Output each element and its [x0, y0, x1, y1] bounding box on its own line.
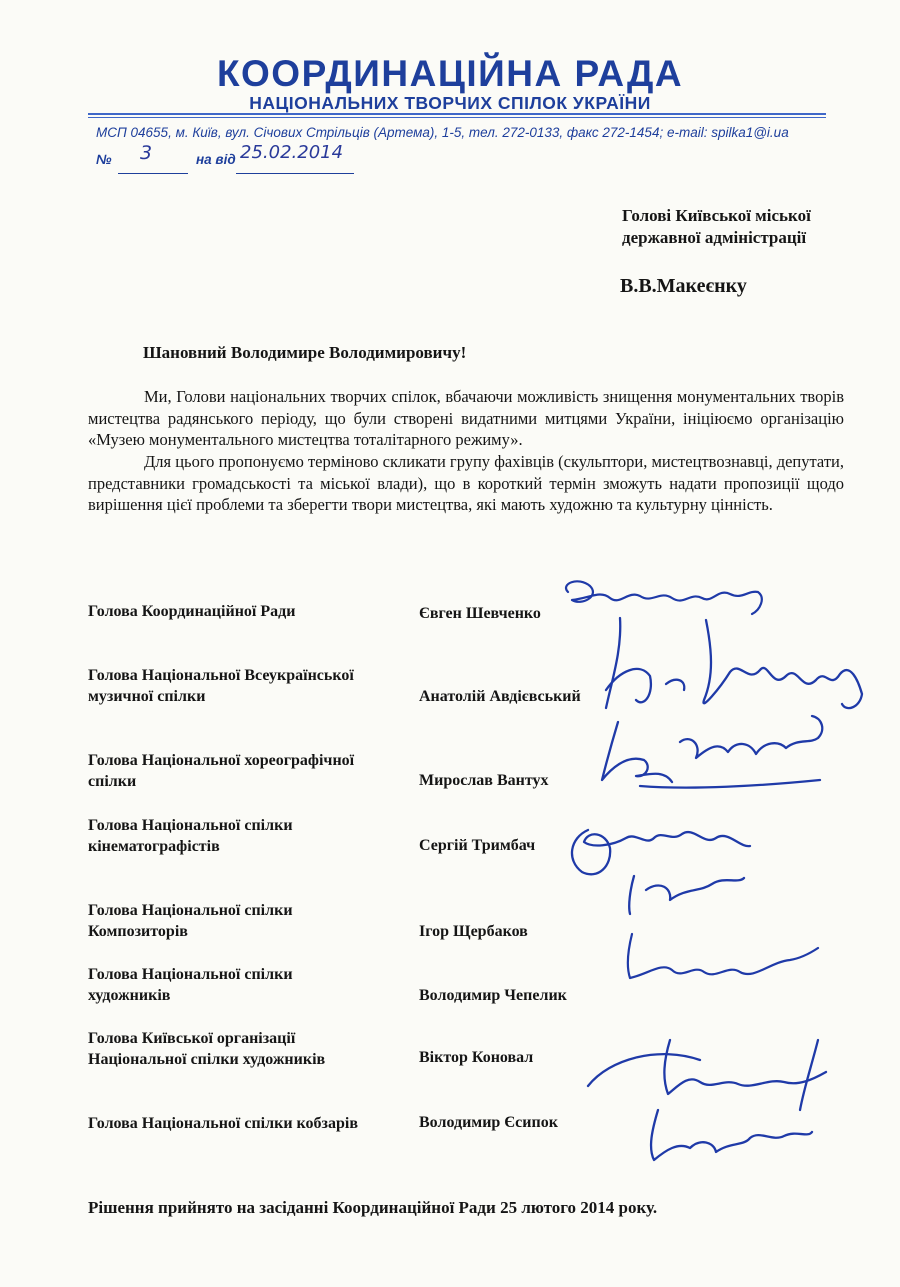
number-blank	[118, 155, 188, 174]
signatory-title-line: спілки	[88, 773, 137, 790]
signatory-name-7: Віктор Коновал	[419, 1049, 534, 1066]
signatory-name-4: Сергій Тримбач	[419, 837, 536, 854]
signatory-title-line: Голова Національної спілки	[88, 902, 293, 919]
signatory-name-1: Євген Шевченко	[419, 605, 541, 622]
recipient-block	[622, 205, 811, 249]
organization-subtitle: НАЦІОНАЛЬНИХ ТВОРЧИХ СПІЛОК УКРАЇНИ	[249, 93, 651, 113]
letterhead-rule-top	[88, 113, 826, 115]
signature-konoval	[588, 1040, 826, 1110]
signature-shcherbakov	[628, 934, 818, 978]
signature-avdievsky	[606, 618, 862, 708]
signatory-title-line: Голова Національної спілки кобзарів	[88, 1115, 358, 1132]
signature-shevchenko	[566, 581, 762, 614]
signatory-title-2	[88, 665, 408, 707]
number-label: №	[96, 152, 112, 167]
signatory-title-line: Голова Національної хореографічної	[88, 752, 355, 769]
paragraph-1: Ми, Голови національних творчих спілок, вбачаючи можливість знищення монументальних творів мистецтва радянського періоду, що були створені видатними митцями України, ініціюємо організацію «Музею монументального мистецтва тоталітарного режиму».	[88, 387, 844, 449]
greeting: Шановний Володимире Володимировичу!	[143, 343, 467, 362]
signatory-title-8	[88, 1113, 408, 1134]
signatory-title-line: Національної спілки художників	[88, 1051, 326, 1068]
signature-vantukh	[602, 716, 822, 788]
recipient-line-2: державної адміністрації	[622, 228, 807, 247]
signatory-name-5: Ігор Щербаков	[419, 923, 528, 940]
signatory-title-line: Голова Координаційної Ради	[88, 603, 296, 620]
signatory-title-line: Голова Київської організації	[88, 1030, 296, 1047]
handwritten-number: 3	[140, 142, 153, 164]
signatory-name-3: Мирослав Вантух	[419, 772, 549, 789]
signatory-title-4	[88, 815, 408, 857]
signatory-title-line: Голова Національної Всеукраїнської	[88, 667, 354, 684]
signatory-title-line: Голова Національної спілки	[88, 817, 293, 834]
paragraph-2: Для цього пропонуємо терміново скликати групу фахівців (скульптори, мистецтвознавці, депутати, представники громадськості та міської влади), що в короткий термін зможуть надати пропозиції щодо вирішення цієї проблеми та зберегти твори мистецтва, які мають художню та культурну цінність.	[88, 452, 844, 514]
signatory-title-1	[88, 601, 408, 622]
handwritten-date: 25.02.2014	[240, 142, 344, 163]
signatory-title-line: музичної спілки	[88, 688, 206, 705]
decision-note: Рішення прийнято на засіданні Координаційної Ради 25 лютого 2014 року.	[88, 1198, 658, 1217]
date-label: на від	[196, 152, 236, 167]
signatory-title-6	[88, 964, 408, 1006]
signature-yesypok	[651, 1110, 812, 1160]
signatory-name-8: Володимир Єсипок	[419, 1114, 558, 1131]
signature-trymbach	[572, 830, 750, 914]
signatory-title-7	[88, 1028, 408, 1070]
signatory-name-6: Володимир Чепелик	[419, 987, 567, 1004]
organization-title: КООРДИНАЦІЙНА РАДА	[216, 53, 684, 94]
recipient-name: В.В.Макеєнку	[620, 275, 747, 297]
recipient-line-1: Голові Київської міської	[622, 206, 811, 225]
signatory-title-line: художників	[88, 987, 171, 1004]
signatory-title-3	[88, 750, 408, 792]
signatory-title-line: Композиторів	[88, 923, 188, 940]
signatory-name-2: Анатолій Авдієвський	[419, 688, 581, 705]
signatory-title-line: Голова Національної спілки	[88, 966, 293, 983]
letterhead-rule-bottom	[88, 117, 826, 118]
contact-line: МСП 04655, м. Київ, вул. Січових Стрільців (Артема), 1-5, тел. 272-0133, факс 272-1454; e-mail: spilka1@i.ua	[96, 125, 789, 140]
signatory-title-line: кінематографістів	[88, 838, 220, 855]
signatory-title-5	[88, 900, 408, 942]
